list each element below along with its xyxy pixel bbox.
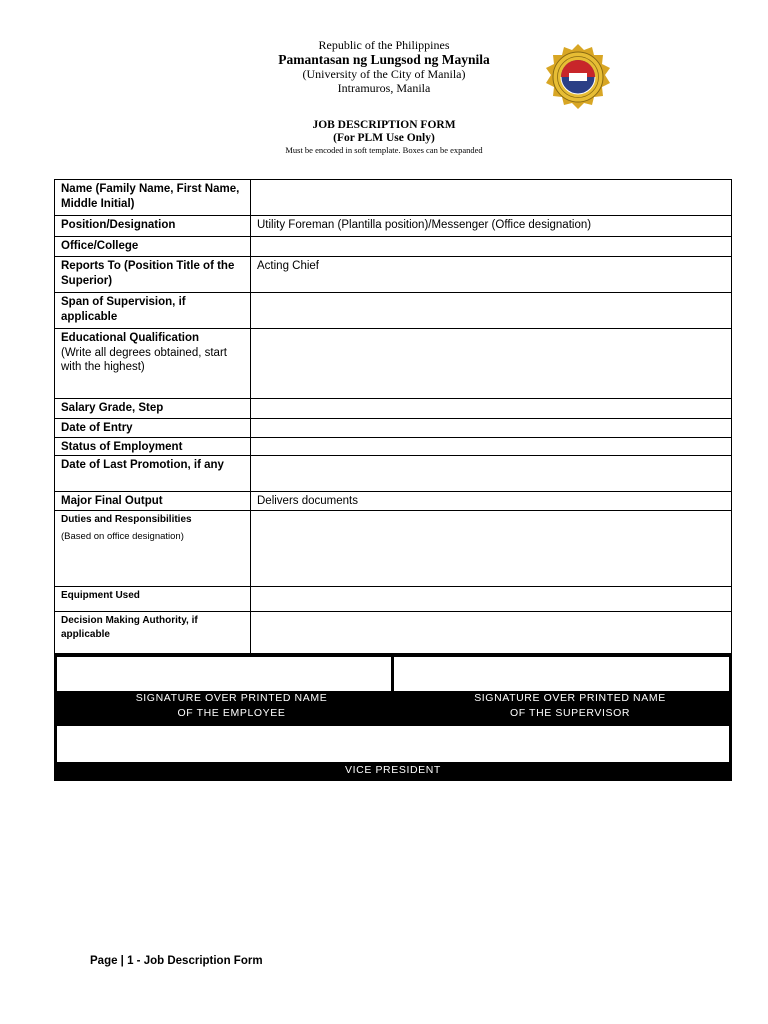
employee-signature-box[interactable] xyxy=(57,657,391,691)
row-authority xyxy=(55,612,732,654)
signature-block xyxy=(54,654,732,781)
vp-signature-box[interactable] xyxy=(57,726,729,762)
duties-label-note: (Based on office designation) xyxy=(61,530,184,542)
supervisor-caption-line2: OF THE SUPERVISOR xyxy=(509,707,631,719)
form-note: Must be encoded in soft template. Boxes can be expanded xyxy=(285,145,483,155)
supervisor-signature-box[interactable] xyxy=(394,657,729,691)
row-status xyxy=(55,438,732,456)
vp-caption: VICE PRESIDENT xyxy=(345,764,441,776)
education-label-cell xyxy=(55,329,251,399)
name-label: Name (Family Name, First Name, Middle Initial) xyxy=(55,180,251,216)
row-span xyxy=(55,293,732,329)
university-english-name: (University of the City of Manila) xyxy=(302,67,466,81)
education-label: Educational Qualification xyxy=(61,332,200,344)
university-name: Pamantasan ng Lungsod ng Maynila xyxy=(278,52,490,67)
letterhead xyxy=(0,38,768,95)
reports-to-label: Reports To (Position Title of the Superior) xyxy=(55,257,251,293)
employee-caption-line1: SIGNATURE OVER PRINTED NAME xyxy=(135,692,328,704)
row-office xyxy=(55,237,732,257)
education-field[interactable] xyxy=(251,329,732,399)
employee-caption-line2: OF THE EMPLOYEE xyxy=(177,707,286,719)
salary-label: Salary Grade, Step xyxy=(55,399,251,419)
span-label: Span of Supervision, if applicable xyxy=(55,293,251,329)
equipment-field[interactable] xyxy=(251,587,732,612)
mfo-field[interactable]: Delivers documents xyxy=(251,492,732,511)
form-title: JOB DESCRIPTION FORM xyxy=(312,119,456,131)
row-education xyxy=(55,329,732,399)
mfo-label: Major Final Output xyxy=(55,492,251,511)
row-salary xyxy=(55,399,732,419)
last-promotion-field[interactable] xyxy=(251,456,732,492)
office-label: Office/College xyxy=(55,237,251,257)
duties-field[interactable] xyxy=(251,511,732,587)
employee-signature-caption xyxy=(57,691,406,721)
supervisor-signature-caption xyxy=(394,691,746,721)
row-equipment xyxy=(55,587,732,612)
form-subtitle: (For PLM Use Only) xyxy=(333,132,435,144)
education-label-note: (Write all degrees obtained, start with the highest) xyxy=(61,346,227,373)
job-description-table xyxy=(54,179,732,654)
duties-label-cell xyxy=(55,511,251,587)
supervisor-caption-line1: SIGNATURE OVER PRINTED NAME xyxy=(474,692,666,704)
date-entry-label: Date of Entry xyxy=(55,419,251,438)
republic-line: Republic of the Philippines xyxy=(318,38,450,52)
position-field[interactable]: Utility Foreman (Plantilla position)/Messenger (Office designation) xyxy=(251,216,732,237)
authority-field[interactable] xyxy=(251,612,732,654)
row-name xyxy=(55,180,732,216)
office-field[interactable] xyxy=(251,237,732,257)
authority-label: Decision Making Authority, if applicable xyxy=(55,612,251,654)
status-label: Status of Employment xyxy=(55,438,251,456)
row-reports-to xyxy=(55,257,732,293)
name-field[interactable] xyxy=(251,180,732,216)
row-position xyxy=(55,216,732,237)
duties-label: Duties and Responsibilities xyxy=(61,514,192,525)
row-duties xyxy=(55,511,732,587)
equipment-label: Equipment Used xyxy=(55,587,251,612)
form-title-block xyxy=(0,119,768,156)
salary-field[interactable] xyxy=(251,399,732,419)
page-footer: Page | 1 - Job Description Form xyxy=(90,955,263,967)
university-seal-icon xyxy=(542,44,614,110)
last-promotion-label: Date of Last Promotion, if any xyxy=(55,456,251,492)
position-label: Position/Designation xyxy=(55,216,251,237)
status-field[interactable] xyxy=(251,438,732,456)
row-date-entry xyxy=(55,419,732,438)
span-field[interactable] xyxy=(251,293,732,329)
university-address: Intramuros, Manila xyxy=(337,81,431,95)
reports-to-field[interactable]: Acting Chief xyxy=(251,257,732,293)
date-entry-field[interactable] xyxy=(251,419,732,438)
row-last-promotion xyxy=(55,456,732,492)
row-mfo xyxy=(55,492,732,511)
